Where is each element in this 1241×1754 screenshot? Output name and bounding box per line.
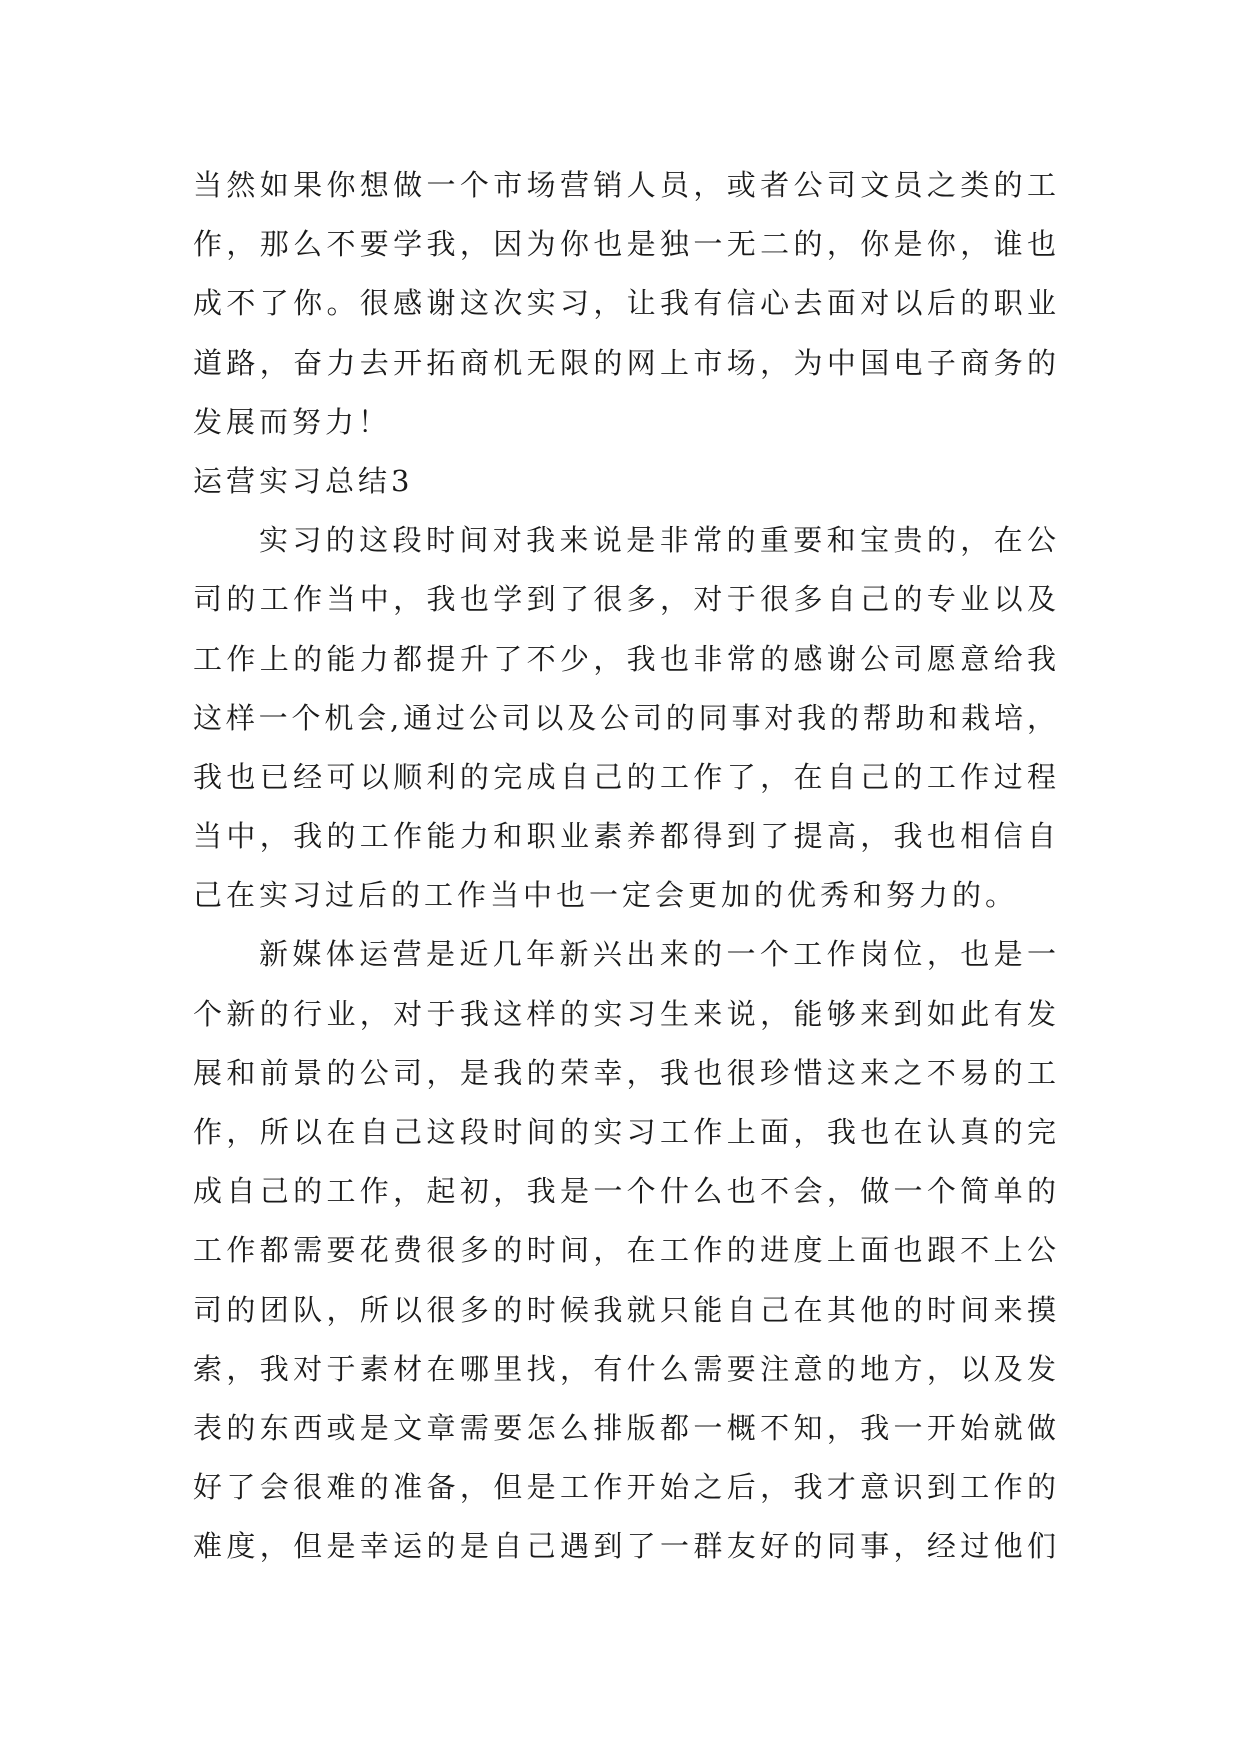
text-line: 作，所以在自己这段时间的实习工作上面，我也在认真的完 <box>193 1115 1058 1149</box>
paragraph <box>193 925 1058 1576</box>
text-line: 好了会很难的准备，但是工作开始之后，我才意识到工作的 <box>193 1470 1058 1505</box>
text-line: 实习的这段时间对我来说是非常的重要和宝贵的，在公 <box>259 523 1058 558</box>
section-title: 运营实习总结3 <box>193 463 414 498</box>
text-line: 司的团队，所以很多的时候我就只能自己在其他的时间来摸 <box>193 1292 1058 1327</box>
text-line: 当中，我的工作能力和职业素养都得到了提高，我也相信自 <box>193 819 1058 854</box>
text-line: 新媒体运营是近几年新兴出来的一个工作岗位，也是一 <box>259 937 1058 972</box>
text-line: 成自己的工作，起初，我是一个什么也不会，做一个简单的 <box>193 1174 1058 1209</box>
document-body <box>193 156 1058 1577</box>
text-line: 作，那么不要学我，因为你也是独一无二的，你是你，谁也 <box>193 227 1058 262</box>
text-line: 当然如果你想做一个市场营销人员，或者公司文员之类的工 <box>193 168 1058 202</box>
text-line: 己在实习过后的工作当中也一定会更加的优秀和努力的。 <box>193 878 1019 913</box>
text-line: 工作都需要花费很多的时间，在工作的进度上面也跟不上公 <box>193 1233 1058 1268</box>
text-line: 难度，但是幸运的是自己遇到了一群友好的同事，经过他们 <box>193 1529 1058 1564</box>
text-line: 索，我对于素材在哪里找，有什么需要注意的地方，以及发 <box>193 1351 1058 1386</box>
text-line: 我也已经可以顺利的完成自己的工作了，在自己的工作过程 <box>193 759 1058 794</box>
text-line: 发展而努力！ <box>193 404 392 439</box>
text-line: 展和前景的公司，是我的荣幸，我也很珍惜这来之不易的工 <box>193 1055 1058 1090</box>
text-line: 这样一个机会,通过公司以及公司的同事对我的帮助和栽培， <box>193 700 1058 735</box>
text-line: 道路，奋力去开拓商机无限的网上市场，为中国电子商务的 <box>193 345 1058 380</box>
text-line: 司的工作当中，我也学到了很多，对于很多自己的专业以及 <box>193 582 1058 617</box>
text-line: 表的东西或是文章需要怎么排版都一概不知，我一开始就做 <box>193 1410 1058 1445</box>
text-line: 个新的行业，对于我这样的实习生来说，能够来到如此有发 <box>193 996 1058 1031</box>
paragraph-continuation <box>193 156 1058 452</box>
text-line: 成不了你。很感谢这次实习，让我有信心去面对以后的职业 <box>193 286 1058 321</box>
paragraph <box>193 511 1058 925</box>
text-line: 工作上的能力都提升了不少，我也非常的感谢公司愿意给我 <box>193 641 1058 676</box>
